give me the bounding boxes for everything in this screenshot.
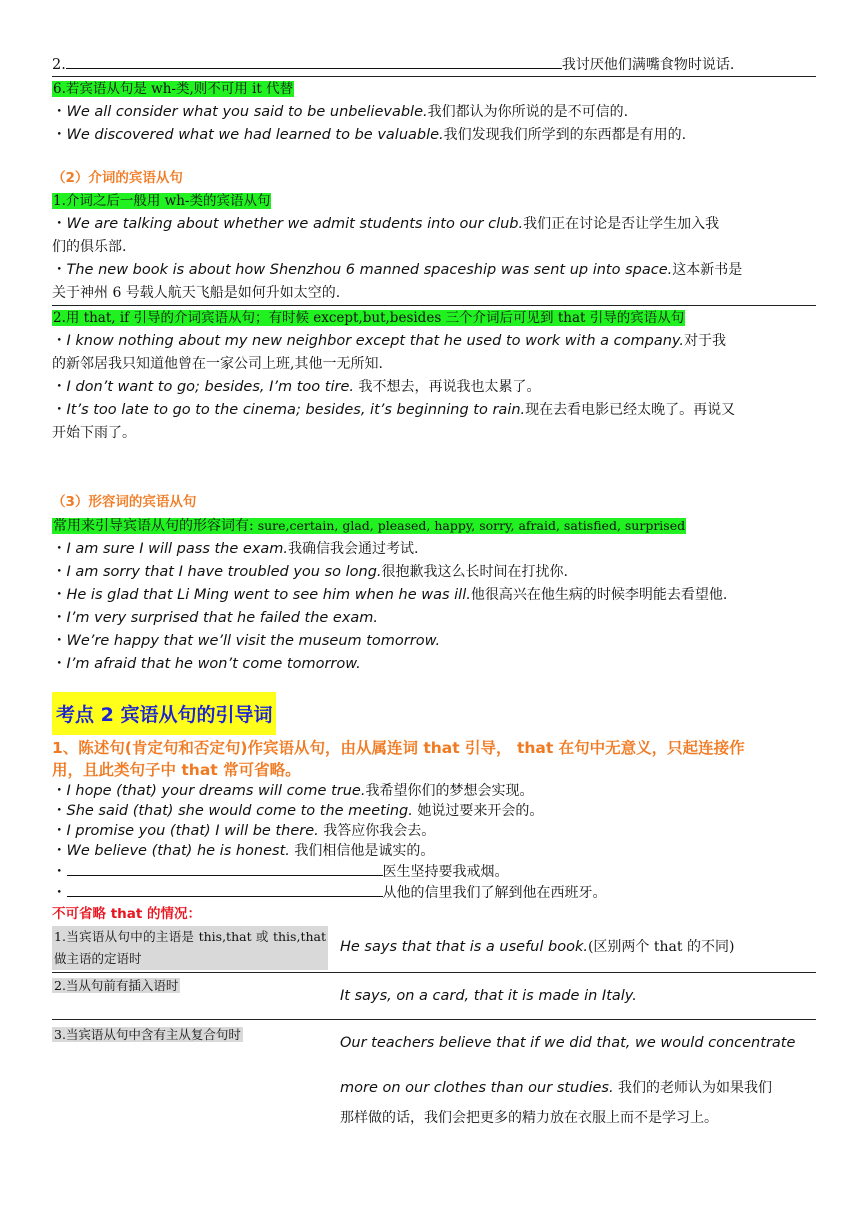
top-exercise-line [52,54,816,77]
example-line: ・The new book is about how Shenzhou 6 manned spaceship was sent up into space.这本新书是 [52,262,743,278]
document-page [52,54,816,1129]
rule-heading: 2.用 that, if 引导的介词宾语从句；有时候 except,but,besides 三个介词后可见到 that 引导的宾语从句 [53,310,685,326]
table-row [52,925,816,973]
example-continuation: 关于神州 6 号载人航天飞船是如何升如太空的. [52,282,816,306]
example-line: ・We’re happy that we’ll visit the museum tomorrow. [52,633,441,649]
example-continuation: 们的俱乐部. [52,239,127,255]
cannot-omit-table [52,925,816,1129]
table-cell-label: 3.当宾语从句中含有主从复合句时 [54,1027,241,1042]
answer-blank[interactable] [66,54,562,69]
table-cell-label: 1.当宾语从句中的主语是 this,that 或 this,that 做主语的定语时 [52,925,330,973]
example-line: ・She said (that) she would come to the meeting. 她说过要来开会的。 [52,803,544,819]
table-row [52,973,816,1020]
fill-blank-line: ・ 从他的信里我们了解到他在西班牙。 [52,882,816,903]
example-line: ・We are talking about whether we admit students into our club.我们正在讨论是否让学生加入我 [52,216,720,232]
example-line: ・We discovered what we had learned to be valuable.我们发现我们所学到的东西都是有用的. [52,127,687,143]
keypoint-heading: 考点 2 宾语从句的引导词 [52,692,276,735]
exercise-number: 2. [52,57,66,73]
table-cell-label: 2.当从句前有插入语时 [54,978,179,993]
fill-blank-line: ・ 医生坚持要我戒烟。 [52,861,816,882]
table-cell-example: He says that that is a useful book.(区别两个 that 的不同) [340,939,735,955]
example-line: ・We all consider what you said to be unbelievable.我们都认为你所说的是不可信的. [52,104,629,120]
example-line: ・I’m afraid that he won’t come tomorrow. [52,656,361,672]
cannot-omit-heading: 不可省略 that 的情况： [52,906,202,922]
example-continuation: 的新邻居我只知道他曾在一家公司上班,其他一无所知. [52,356,383,372]
example-line: ・I hope (that) your dreams will come true.我希望你们的梦想会实现。 [52,783,534,799]
table-row [52,1020,816,1130]
example-line: ・I’m very surprised that he failed the exam. [52,610,379,626]
rule-heading: 1.介词之后一般用 wh-类的宾语从句 [53,193,271,209]
example-line: ・I am sure I will pass the exam.我确信我会通过考试. [52,541,419,557]
example-line: ・It’s too late to go to the cinema; besides, it’s beginning to rain.现在去看电影已经太晚了。再说又 [52,402,736,418]
point-heading: 1、陈述句(肯定句和否定句)作宾语从句，由从属连词 that 引导， that 在句中无意义，只起连接作 用，且此类句子中 that 常可省略。 [52,739,745,779]
table-cell-example: It says, on a card, that it is made in Italy. [340,988,637,1004]
table-cell-example: Our teachers believe that if we did that, we would concentrate more on our clothes than our studies. 我们的老师认为如果我们 那样做的话，我们会把更多的精力放在衣服上而不是学习上。 [340,1035,796,1126]
example-line: ・He is glad that Li Ming went to see him when he was ill.他很高兴在他生病的时候李明能去看望他. [52,587,728,603]
example-line: ・We believe (that) he is honest. 我们相信他是诚实的。 [52,843,435,859]
answer-blank[interactable] [67,882,383,897]
section-title: （3）形容词的宾语从句 [52,494,197,510]
example-line: ・I don’t want to go; besides, I’m too tire. 我不想去，再说我也太累了。 [52,379,541,395]
example-line: ・I promise you (that) I will be there. 我答应你我会去。 [52,823,436,839]
example-continuation: 开始下雨了。 [52,425,136,441]
exercise-cn: 我讨厌他们满嘴食物时说话. [561,57,735,73]
example-line: ・I am sorry that I have troubled you so long.很抱歉我这么长时间在打扰你. [52,564,568,580]
answer-blank[interactable] [67,861,383,876]
rule-heading: 6.若宾语从句是 wh-类,则不可用 it 代替 [53,81,294,97]
section-title: （2）介词的宾语从句 [52,170,183,186]
rule-heading: 常用来引导宾语从句的形容词有: sure,certain, glad, pleased, happy, sorry, afraid, satisfied, surprised [53,518,686,534]
example-line: ・I know nothing about my new neighbor except that he used to work with a company.对于我 [52,333,726,349]
